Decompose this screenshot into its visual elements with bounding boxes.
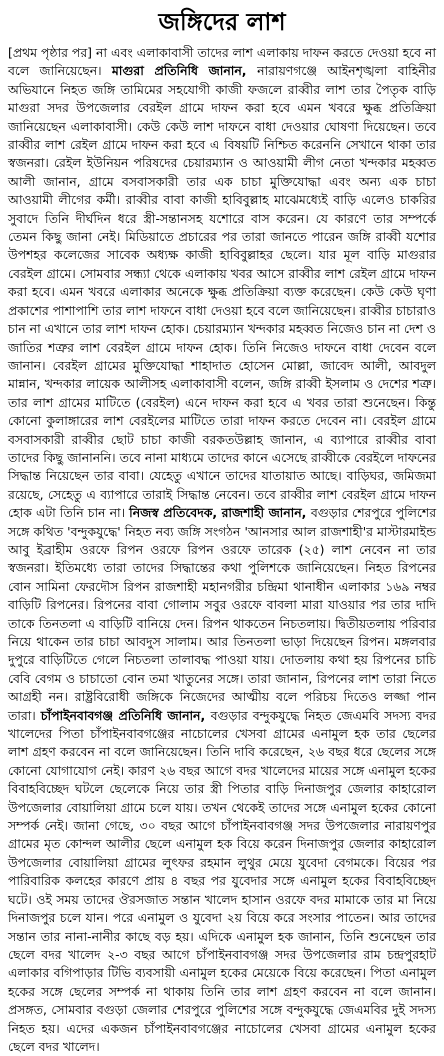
dateline-rajshahi: নিজস্ব প্রতিবেদক, রাজশাহী জানান, [129, 505, 311, 521]
paragraph-1-text: না এবং এলাকাবাসী তাদের লাশ এলাকায় দাফন করতে দেওয়া হবে না বলে জানিয়েছেন। [8, 45, 436, 79]
continuation-ref: [প্রথম পৃষ্ঠার পর] [8, 45, 97, 60]
dateline-magura: মাগুরা প্রতিনিধি জানান, [111, 63, 258, 79]
paragraph-1-body: নারায়ণগঞ্জে আইনশৃঙ্খলা বাহিনীর অভিযানে নিহত জঙ্গি তামিমের সহযোগী কাজী ফজলে রাব্বীর লাশ তার পৈতৃক বাড়ি মাগুরা সদর উপজেলার বেরইল গ্রামে দাফন করা হবে এমন খবরে ক্ষুব্ধ প্রতিক্রিয়া জানিয়েছেন এলাকাবাসী। কেউ কেউ লাশ দাফনে বাধা দেওয়ার ঘোষণা দিয়েছেন। তবে রাব্বীর লাশ রেইল গ্রামে দাফন করা হবে এ বিষয়টি নিশ্চিত করেননি সেখানে থাকা তার স্বজনরা। রেইল ইউনিয়ন পরিষদের চেয়ারম্যান ও আওয়ামী লীগ নেতা খন্দকার মহব্বত আলী জানান, গ্রামে বসবাসকারী তার এক চাচা মুক্তিযোদ্ধা এবং অন্য এক চাচা আওয়ামী লীগের কর্মী। রাব্বীর বাবা কাজী হাবিবুল্লাহ মাঝেমধ্যেই বাড়ি এলেও চাকরির সুবাদে তিনি দীর্ঘদিন ধরে স্ত্রী-সন্তানসহ যশোরে বাস করেন। যে কারণে তার সম্পর্কে তেমন কিছু জানা নেই। মিডিয়াতে প্রচারের পর তারা জানতে পারেন জঙ্গি রাব্বী যশোর উপশহর কলেজের সাবেক অধ্যক্ষ কাজী হাবিবুল্লাহর ছেলে। যার মূল বাড়ি মাগুরার বেরইল গ্রামে। সোমবার সন্ধ্যা থেকে এলাকায় খবর আসে রাব্বীর লাশ রেইল গ্রামে দাফন করা হবে। এমন খবরে এলাকার অনেকে ক্ষুব্ধ প্রতিক্রিয়া ব্যক্ত করেছেন। কেউ কেউ ঘৃণা প্রকাশের পাশাপাশি তার লাশ দাফনে বাধা দেওয়া হবে বলে জানিয়েছেন। রাব্বীর চাচারাও চান না এখানে তার লাশ দাফন হোক। চেয়ারম্যান খন্দকার মহব্বত নিজেও চান না দেশ ও জাতির শত্রুর লাশ বেরইল গ্রামে দাফন হোক। তিনি নিজেও দাফনে বাধা দেবেন বলে জানান। বেরইল গ্রামের মুক্তিযোদ্ধা শাহাদাত হোসেন মোল্লা, জাবেদ আলী, আবদুল মান্নান, খন্দকার লায়েক আলীসহ এলাকাবাসী বলেন, জঙ্গি রাব্বী ইসলাম ও দেশের শত্রু। তার লাশ গ্রামের মাটিতে (বেরইল) এনে দাফন করা হবে এ খবর তারা শুনেছেন। কিন্তু কোনো কুলাঙ্গারের লাশ বেরইলের মাটিতে তারা দাফন করতে দেবেন না। বেরইল গ্রামে বসবাসকারী রাব্বীর ছোট চাচা কাজী বরকতউল্লাহ জানান, এ ব্যাপারে রাব্বীর বাবা তাদের কিছু জানাননি। তবে নানা মাধ্যমে তাদের কানে এসেছে রাব্বীকে বেরইলে দাফনের সিদ্ধান্ত নিয়েছেন তার বাবা। যেহেতু এখানে তাদের যাতায়াত আছে। বাড়িঘর, জমিজমা রয়েছে, সেহেতু এ ব্যাপারে তারাই সিদ্ধান্ত নেবেন। তবে রাব্বীর লাশ বেরইল গ্রামে দাফন হোক এটা তিনি চান না। [8, 63, 436, 521]
article-body [8, 44, 436, 1056]
dateline-chapainawabganj: চাঁপাইনবাবগঞ্জ প্রতিনিধি জানান, [40, 707, 211, 723]
paragraph-3-body: বগুড়ার বন্দুকযুদ্ধে নিহত জেএমবি সদস্য বদর খালেদের পিতা চাঁপাইনবাবগঞ্জের নাচোলের খেসবা গ্রামের এনামুল হক তার ছেলের লাশ গ্রহণ করবেন না বলে জানিয়েছেন। তিনি দাবি করেছেন, ২৬ বছর ধরে ছেলের সঙ্গে কোনো যোগাযোগ নেই। কারণ ২৬ বছর আগে বদর খালেদের মায়ের সঙ্গে এনামুল হকের বিবাহবিচ্ছেদ ঘটলে ছেলেকে নিয়ে তার স্ত্রী পিতার বাড়ি দিনাজপুর জেলার কাহারোল উপজেলার বোয়ালিয়া গ্রামে চলে যায়। তখন থেকেই তাদের সঙ্গে এনামুল হকের কোনো সম্পর্ক নেই। জানা গেছে, ৩০ বছর আগে চাঁপাইনবাবগঞ্জ সদর উপজেলার নারায়ণপুর গ্রামের মৃত কোন্দল আলীর ছেলে এনামুল হক বিয়ে করেন দিনাজপুর জেলার কাহারোল উপজেলার বোয়ালিয়া গ্রামের লুৎফর রহমান লুথুর মেয়ে যুবেদা বেগমকে। বিয়ের পর পারিবারিক কলহের কারণে প্রায় ৪ বছর পর যুবেদার সঙ্গে এনামুল হকের বিবাহবিচ্ছেদ ঘটে। ওই সময় তাদের ঔরসজাত সন্তান খালেদ হাসান ওরফে বদর মামাকে তার মা নিয়ে দিনাজপুর চলে যান। পরে এনামুল ও যুবেদা ২য় বিয়ে করে সংসার পাতেন। আর তাদের সন্তান তার নানা-নানীর কাছে বড় হয়। এদিকে এনামুল হক জানান, তিনি শুনেছেন তার ছেলে বদর খালেদ ২-৩ বছর আগে চাঁপাইনবাবগঞ্জ সদর উপজেলার রাম চন্দ্রপুরহাট এলাকার বগিপাড়ার টিভি ব্যবসায়ী এনামুল হকের মেয়েকে বিয়ে করেছেন। পিতা এনামুল হকের সঙ্গে ছেলের সম্পর্ক না থাকায় তিনি তার লাশ গ্রহণ করবেন না বলে জানান। প্রসঙ্গত, সোমবার বগুড়া জেলার শেরপুরে পুলিশের সঙ্গে বন্দুকযুদ্ধে জেএমবির দুই সদস্য নিহত হয়। এদের একজন চাঁপাইনবাবগঞ্জের নাচোলের খেসবা গ্রামের এনামুল হকের ছেলে বদর খালেদ। [8, 707, 437, 1054]
paragraph-2-body: বগুড়ার শেরপুরে পুলিশের সঙ্গে কথিত 'বন্দুকযুদ্ধে' নিহত নব্য জঙ্গি সংগঠন 'আনসার আল রাজশাহী'র মাস্টারমাইন্ড আবু ইব্রাহীম ওরফে রিপন ওরফে রিপন ওরফে তারেক (২৫) লাশ নেবেন না তার স্বজনরা। ইতিমধ্যে তারা তাদের সিদ্ধান্তের কথা পুলিশকে জানিয়েছেন। নিহত রিপনের বোন সামিনা ফেরদৌস রিপন রাজশাহী মহানগরীর চন্দ্রিমা থানাধীন এলাকার ১৬৯ নম্বর বাড়িটি রিপনের। রিপনের বাবা গোলাম সবুর ওরফে বাবলা মারা যাওয়ার পর তার দাদি তাকে তিনতলা এ বাড়িটি বানিয়ে দেন। রিপন থাকতেন নিচতলায়। দ্বিতীয়তলায় পরিবার নিয়ে থাকেন তার চাচা আবদুস সালাম। আর তিনতলা ভাড়া দিয়েছেন রিপন। মঙ্গলবার দুপুরে বাড়িটিতে গেলে নিচতলা তালাবদ্ধ পাওয়া যায়। দোতলায় কথা হয় রিপনের চাচি বেবি বেগম ও চাচাতো বোন তমা খাতুনের সঙ্গে। তারা জানান, রিপনের লাশ তারা নিতে আগ্রহী নন। রাষ্ট্রবিরোধী জঙ্গিকে নিজেদের আত্মীয় বলে পরিচয় দিতেও লজ্জা পান তারা। [8, 505, 437, 723]
headline: জঙ্গিদের লাশ [158, 8, 286, 36]
